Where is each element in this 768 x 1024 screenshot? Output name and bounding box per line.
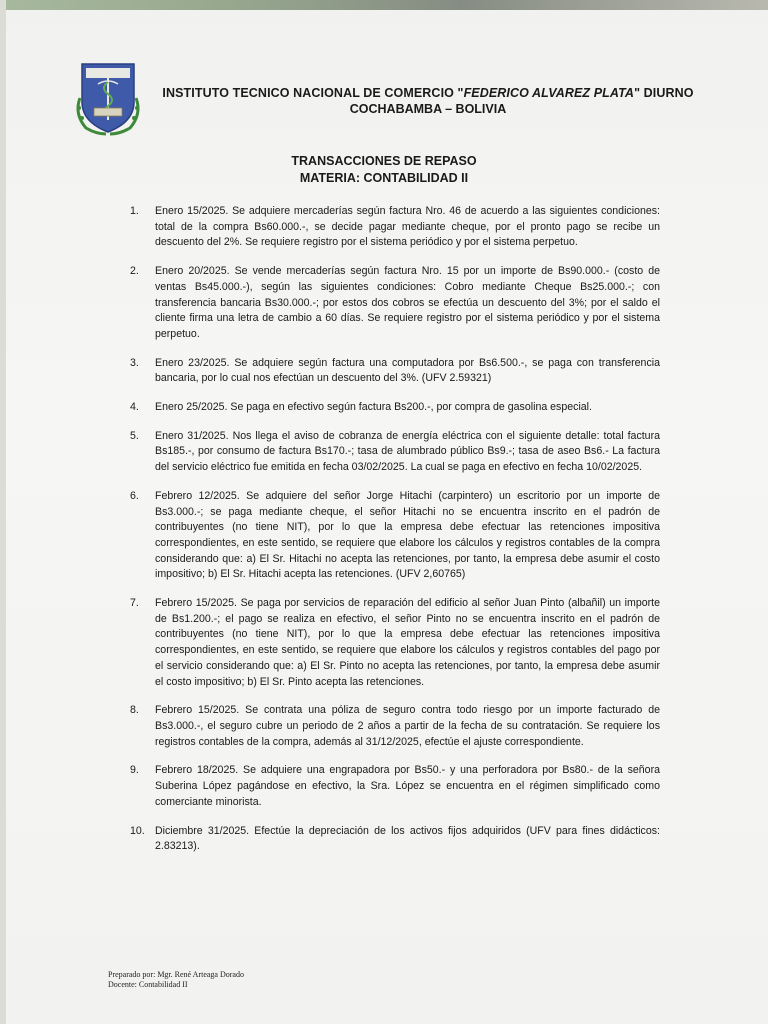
prepared-by: Preparado por: Mgr. René Arteaga Dorado — [108, 970, 244, 979]
transaction-item: 9. Febrero 18/2025. Se adquiere una engrapadora por Bs50.- y una perforadora por Bs80.- de la señora Suberina López pagándose en efectivo, la Sra. López se encuentra en el régimen simplificado como comerciante minorista. — [130, 764, 660, 808]
transaction-text: Febrero 18/2025. Se adquiere una engrapadora por Bs50.- y una perforadora por Bs80.- de la señora Suberina López pagándose en efectivo, la Sra. López se encuentra en el régimen simplificado como comerciante minorista. — [155, 764, 660, 808]
transaction-item: 5. Enero 31/2025. Nos llega el aviso de cobranza de energía eléctrica con el siguiente detalle: total factura Bs185.-, por consumo de factura Bs170.-; tasa de alumbrado público Bs9.-; tasa de aseo Bs6.- La factura del servicio eléctrico fue emitida en fecha 03/02/2025. La cual se paga en efectivo en fecha 10/02/2025. — [130, 429, 660, 474]
institution-name: INSTITUTO TECNICO NACIONAL DE COMERCIO "FEDERICO ALVAREZ PLATA" DIURNO — [162, 86, 694, 100]
teacher-line: Docente: Contabilidad II — [108, 980, 188, 989]
transaction-text: Febrero 15/2025. Se paga por servicios de reparación del edificio al señor Juan Pinto (albañil) un importe de Bs1.200.-; el pago se realiza en efectivo, el señor Pinto no se encuentra inscrito en el padrón de contribuyentes (no tiene NIT), por lo que la empresa debe efectuar las retenciones impositiva correspondientes, en este sentido, se requiere que elabore los cálculos y registros contables del pago por el servicio considerando que: a) El Sr. Pinto no acepta las retenciones, por tanto, la empresa debe asumir el costo impositivo; b) El Sr. Pinto acepta las retenciones. — [155, 597, 660, 688]
institution-city: COCHABAMBA – BOLIVIA — [349, 102, 507, 116]
institution-logo-icon — [72, 58, 144, 138]
transaction-item: 4. Enero 25/2025. Se paga en efectivo según factura Bs200.-, por compra de gasolina especial. — [130, 401, 592, 414]
transaction-item: 3. Enero 23/2025. Se adquiere según factura una computadora por Bs6.500.-, se paga con transferencia bancaria, por lo cual nos efectúan un descuento del 3%. (UFV 2.59321) — [130, 356, 660, 385]
document-title: TRANSACCIONES DE REPASO — [291, 154, 477, 168]
transaction-text: Enero 20/2025. Se vende mercaderías según factura Nro. 15 por un importe de Bs90.000.- (costo de ventas Bs45.000.-), según las siguientes condiciones: Cobro mediante Cheque Bs25.000.-; con transferencia bancaria Bs30.000.-; por estos dos cobros se efectúa un descuento del 3%; por el saldo el cliente firma una letra de cambio a 60 días. Se requiere registro por el sistema periódico y por el sistema perpetuo. — [155, 265, 660, 340]
transaction-text: Febrero 15/2025. Se contrata una póliza de seguro contra todo riesgo por un importe facturado de Bs3.000.-, el seguro cubre un periodo de 2 años a partir de la fecha de su contratación. Se requiere los registros contables de la compra, además al 31/12/2025, efectúe el ajuste correspondiente. — [155, 704, 660, 748]
transaction-list — [130, 204, 660, 855]
transaction-text: Febrero 12/2025. Se adquiere del señor Jorge Hitachi (carpintero) un escritorio por un importe de Bs3.000.-; se paga mediante cheque, el señor Hitachi no se encuentra inscrito en el padrón de contribuyentes (no tiene NIT), por lo que la empresa debe efectuar las retenciones impositiva correspondientes, en este sentido, se requiere que elabore los cálculos y registros contables de la compra considerando que: a) El Sr. Hitachi no acepta las retenciones, por tanto, la empresa debe asumir el costo impositivo; b) El Sr. Hitachi acepta las retenciones. (UFV 2,60765) — [155, 489, 660, 581]
transaction-text: Enero 25/2025. Se paga en efectivo según factura Bs200.-, por compra de gasolina especial. — [155, 401, 592, 414]
transaction-text: Enero 31/2025. Nos llega el aviso de cobranza de energía eléctrica con el siguiente detalle: total factura Bs185.-, por consumo de factura Bs170.-; tasa de alumbrado público Bs9.-; tasa de aseo Bs6.- La factura del servicio eléctrico fue emitida en fecha 03/02/2025. La cual se paga en efectivo en fecha 10/02/2025. — [155, 429, 660, 474]
document-footer — [108, 970, 244, 990]
transaction-item: 7. Febrero 15/2025. Se paga por servicios de reparación del edificio al señor Juan Pinto (albañil) un importe de Bs1.200.-; el pago se realiza en efectivo, el señor Pinto no se encuentra inscrito en el padrón de contribuyentes (no tiene NIT), por lo que la empresa debe efectuar las retenciones impositiva correspondientes, en este sentido, se requiere que elabore los cálculos y registros contables del pago por el servicio considerando que: a) El Sr. Pinto no acepta las retenciones, por tanto, la empresa debe asumir el costo impositivo; b) El Sr. Pinto acepta las retenciones. — [130, 597, 660, 688]
transaction-item: 1. Enero 15/2025. Se adquiere mercaderías según factura Nro. 46 de acuerdo a las siguientes condiciones: total de la compra Bs60.000.-, se decide pagar mediante cheque, por el pronto pago se recibe un descuento del 2%. Se requiere registro por el sistema periódico y por el sistema perpetuo. — [130, 205, 660, 249]
transaction-text: Enero 15/2025. Se adquiere mercaderías según factura Nro. 46 de acuerdo a las siguientes condiciones: total de la compra Bs60.000.-, se decide pagar mediante cheque, por el pronto pago se recibe un descuento del 2%. Se requiere registro por el sistema periódico y por el sistema perpetuo. — [155, 205, 660, 249]
transaction-text: Enero 23/2025. Se adquiere según factura una computadora por Bs6.500.-, se paga con transferencia bancaria, por lo cual nos efectúan un descuento del 3%. (UFV 2.59321) — [155, 356, 660, 385]
document-header — [72, 58, 712, 138]
transaction-item: 2. Enero 20/2025. Se vende mercaderías según factura Nro. 15 por un importe de Bs90.000.- (costo de ventas Bs45.000.-), según las siguientes condiciones: Cobro mediante Cheque Bs25.000.-; con transferencia bancaria Bs30.000.-; por estos dos cobros se efectúa un descuento del 3%; por el saldo el cliente firma una letra de cambio a 60 días. Se requiere registro por el sistema periódico y por el sistema perpetuo. — [130, 265, 660, 340]
scan-edge-top — [0, 0, 768, 10]
transaction-item: 10. Diciembre 31/2025. Efectúe la depreciación de los activos fijos adquiridos (UFV para fines didácticos: 2.83213). — [130, 824, 660, 853]
document-subtitle: MATERIA: CONTABILIDAD II — [299, 171, 469, 185]
document-title-block — [0, 153, 768, 187]
transaction-item: 6. Febrero 12/2025. Se adquiere del señor Jorge Hitachi (carpintero) un escritorio por un importe de Bs3.000.-; se paga mediante cheque, el señor Hitachi no se encuentra inscrito en el padrón de contribuyentes (no tiene NIT), por lo que la empresa debe efectuar las retenciones impositiva correspondientes, en este sentido, se requiere que elabore los cálculos y registros contables de la compra considerando que: a) El Sr. Hitachi no acepta las retenciones, por tanto, la empresa debe asumir el costo impositivo; b) El Sr. Hitachi acepta las retenciones. (UFV 2,60765) — [130, 489, 660, 581]
transaction-item: 8. Febrero 15/2025. Se contrata una póliza de seguro contra todo riesgo por un importe facturado de Bs3.000.-, el seguro cubre un periodo de 2 años a partir de la fecha de su contratación. Se requiere los registros contables de la compra, además al 31/12/2025, efectúe el ajuste correspondiente. — [130, 704, 660, 748]
transaction-text: Diciembre 31/2025. Efectúe la depreciación de los activos fijos adquiridos (UFV para fines didácticos: 2.83213). — [155, 824, 660, 853]
